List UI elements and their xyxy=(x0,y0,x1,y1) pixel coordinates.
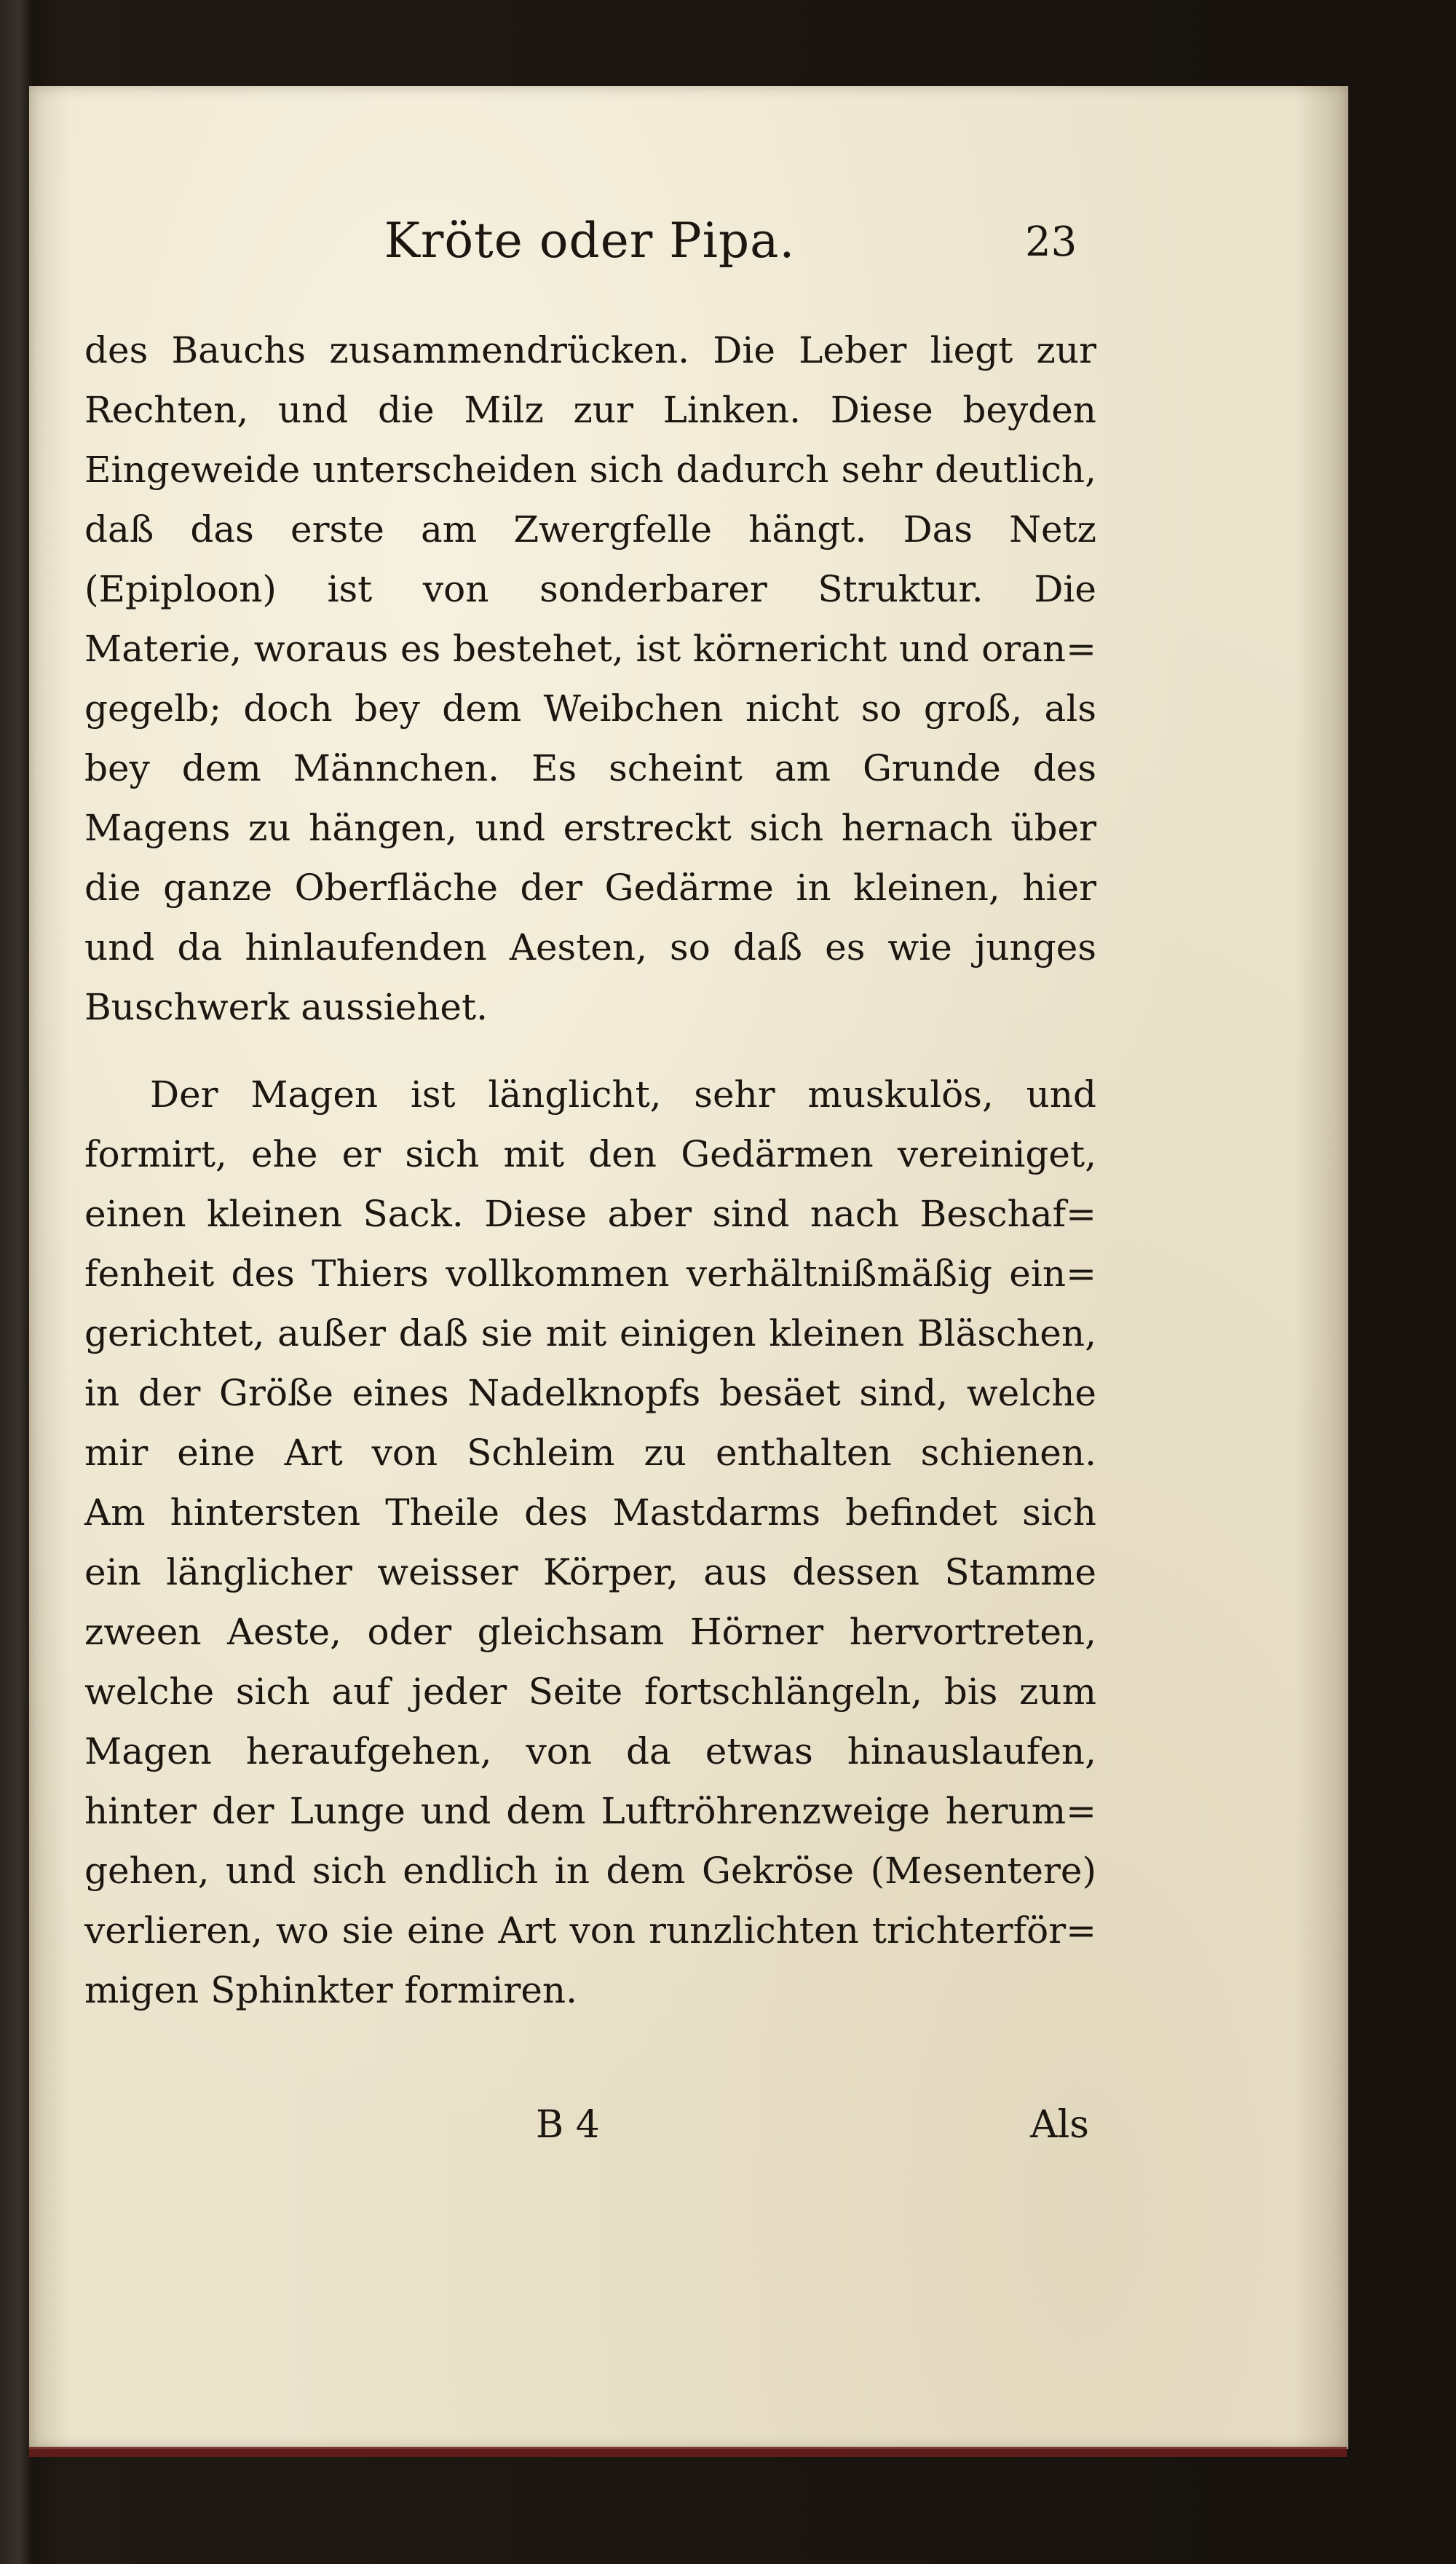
text-line: ein länglicher weisser Körper, aus dessen Stamme xyxy=(84,1551,1096,1593)
printer-signature-mark: B 4 xyxy=(536,2103,600,2147)
text-line: Buschwerk aussiehet. xyxy=(84,986,488,1028)
text-line: fenheit des Thiers vollkommen verhältnißmäßig ein= xyxy=(84,1253,1096,1295)
text-line: gehen, und sich endlich in dem Gekröse (Mesentere) xyxy=(84,1850,1096,1892)
text-line: die ganze Oberfläche der Gedärme in kleinen, hier xyxy=(84,867,1096,909)
text-line: verlieren, wo sie eine Art von runzlichten trichterför= xyxy=(84,1909,1096,1952)
paragraph-gap xyxy=(84,1037,1096,1065)
catchword: Als xyxy=(1030,2103,1089,2147)
text-line: Magen heraufgehen, von da etwas hinauslaufen, xyxy=(84,1730,1096,1772)
text-line: und da hinlaufenden Aesten, so daß es wie junges xyxy=(84,926,1096,969)
page-number: 23 xyxy=(1025,218,1077,266)
text-line: daß das erste am Zwergfelle hängt. Das Netz xyxy=(84,508,1096,551)
text-line: Magens zu hängen, und erstreckt sich hernach über xyxy=(84,807,1096,849)
text-line: migen Sphinkter formiren. xyxy=(84,1969,578,2011)
text-line: Am hintersten Theile des Mastdarms befindet sich xyxy=(84,1491,1096,1534)
paragraph-2 xyxy=(84,1065,1096,2020)
paragraph-1 xyxy=(84,320,1096,1037)
running-head xyxy=(109,213,1070,278)
text-line: gegelb; doch bey dem Weibchen nicht so groß, als xyxy=(84,687,1096,730)
text-line: einen kleinen Sack. Diese aber sind nach Beschaf= xyxy=(84,1193,1096,1235)
text-line: des Bauchs zusammendrücken. Die Leber liegt zur xyxy=(84,329,1096,371)
text-line: Rechten, und die Milz zur Linken. Diese beyden xyxy=(84,389,1096,431)
text-line: Der Magen ist länglicht, sehr muskulös, und xyxy=(150,1073,1096,1116)
text-line: zween Aeste, oder gleichsam Hörner hervortreten, xyxy=(84,1611,1096,1653)
text-line: hinter der Lunge und dem Luftröhrenzweige herum= xyxy=(84,1790,1096,1832)
page-edge-shadow xyxy=(29,2447,1347,2457)
binding-edge xyxy=(0,0,32,2564)
text-line: Materie, woraus es bestehet, ist körnericht und oran= xyxy=(84,628,1096,670)
text-line: in der Größe eines Nadelknopfs besäet sind, welche xyxy=(84,1372,1096,1414)
text-line: gerichtet, außer daß sie mit einigen kleinen Bläschen, xyxy=(84,1312,1096,1354)
text-line: Eingeweide unterscheiden sich dadurch sehr deutlich, xyxy=(84,449,1096,491)
text-line: (Epiploon) ist von sonderbarer Struktur. Die xyxy=(84,568,1096,610)
running-head-title: Kröte oder Pipa. xyxy=(384,213,796,269)
text-line: welche sich auf jeder Seite fortschlängeln, bis zum xyxy=(84,1670,1096,1713)
page-footer xyxy=(84,2103,1096,2169)
text-line: mir eine Art von Schleim zu enthalten schienen. xyxy=(84,1432,1096,1474)
text-line: bey dem Männchen. Es scheint am Grunde des xyxy=(84,747,1096,789)
text-line: formirt, ehe er sich mit den Gedärmen vereiniget, xyxy=(84,1133,1096,1175)
body-text xyxy=(84,320,1096,2020)
